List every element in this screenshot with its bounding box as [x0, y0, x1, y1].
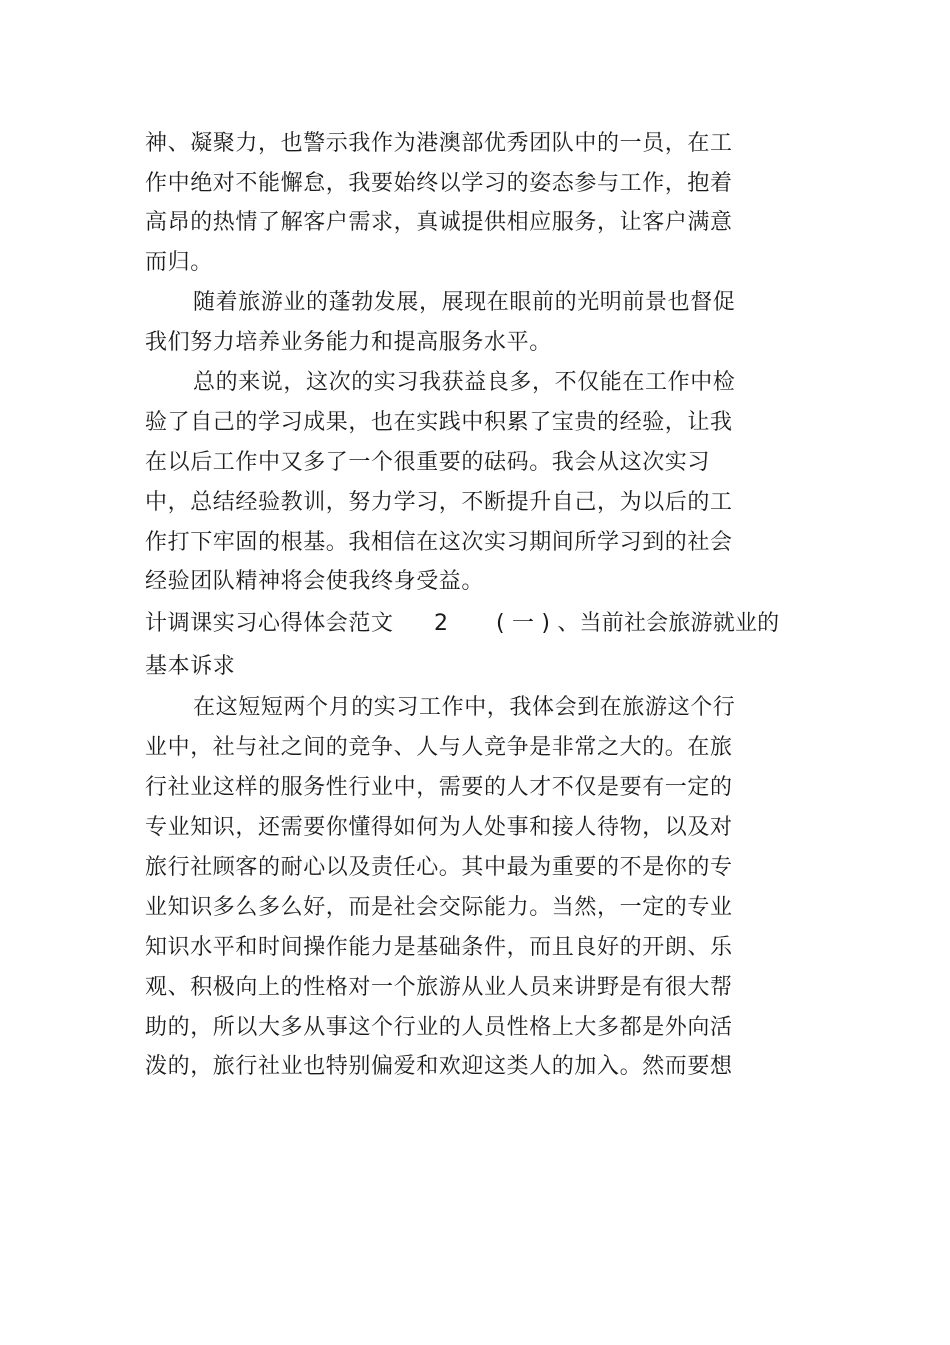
paragraph-line: 专业知识，还需要你懂得如何为人处事和接人待物，以及对	[145, 815, 733, 840]
paragraph-line: 观、积极向上的性格对一个旅游从业人员来讲野是有很大帮	[145, 975, 733, 1000]
paragraph-line: 神、凝聚力，也警示我作为港澳部优秀团队中的一员，在工	[145, 131, 733, 156]
paragraph-line: 业中，社与社之间的竞争、人与人竞争是非常之大的。在旅	[145, 735, 733, 760]
paragraph-line: 业知识多么多么好，而是社会交际能力。当然，一定的专业	[145, 895, 733, 920]
paragraph-line: 中，总结经验教训，努力学习，不断提升自己，为以后的工	[145, 490, 733, 515]
heading-title: 计调课实习心得体会范文	[145, 611, 394, 636]
paragraph-line: 旅行社顾客的耐心以及责任心。其中最为重要的不是你的专	[145, 855, 733, 880]
paragraph-line: 作中绝对不能懈怠，我要始终以学习的姿态参与工作，抱着	[145, 171, 733, 196]
paragraph-line: 助的，所以大多从事这个行业的人员性格上大多都是外向活	[145, 1015, 733, 1040]
heading-number: 2	[434, 611, 449, 636]
paragraph-line: 经验团队精神将会使我终身受益。	[145, 569, 485, 594]
heading-section: ( 一 ) 、当前社会旅游就业的	[496, 611, 780, 636]
paragraph-line: 在以后工作中又多了一个很重要的砝码。我会从这次实习	[145, 450, 711, 475]
paragraph-line: 我们努力培养业务能力和提高服务水平。	[145, 330, 552, 355]
heading-continuation: 基本诉求	[145, 654, 236, 679]
paragraph-line: 在这短短两个月的实习工作中，我体会到在旅游这个行	[193, 695, 736, 720]
paragraph-line: 而归。	[145, 250, 213, 275]
paragraph-line: 行社业这样的服务性行业中，需要的人才不仅是要有一定的	[145, 775, 733, 800]
paragraph-line: 验了自己的学习成果，也在实践中积累了宝贵的经验，让我	[145, 410, 733, 435]
paragraph-line: 泼的，旅行社业也特别偏爱和欢迎这类人的加入。然而要想	[145, 1054, 733, 1079]
paragraph-line: 知识水平和时间操作能力是基础条件，而且良好的开朗、乐	[145, 935, 733, 960]
paragraph-line: 随着旅游业的蓬勃发展，展现在眼前的光明前景也督促	[193, 290, 736, 315]
paragraph-line: 高昂的热情了解客户需求，真诚提供相应服务，让客户满意	[145, 210, 733, 235]
paragraph-line: 总的来说，这次的实习我获益良多，不仅能在工作中检	[193, 370, 736, 395]
paragraph-line: 作打下牢固的根基。我相信在这次实习期间所学习到的社会	[145, 530, 733, 555]
